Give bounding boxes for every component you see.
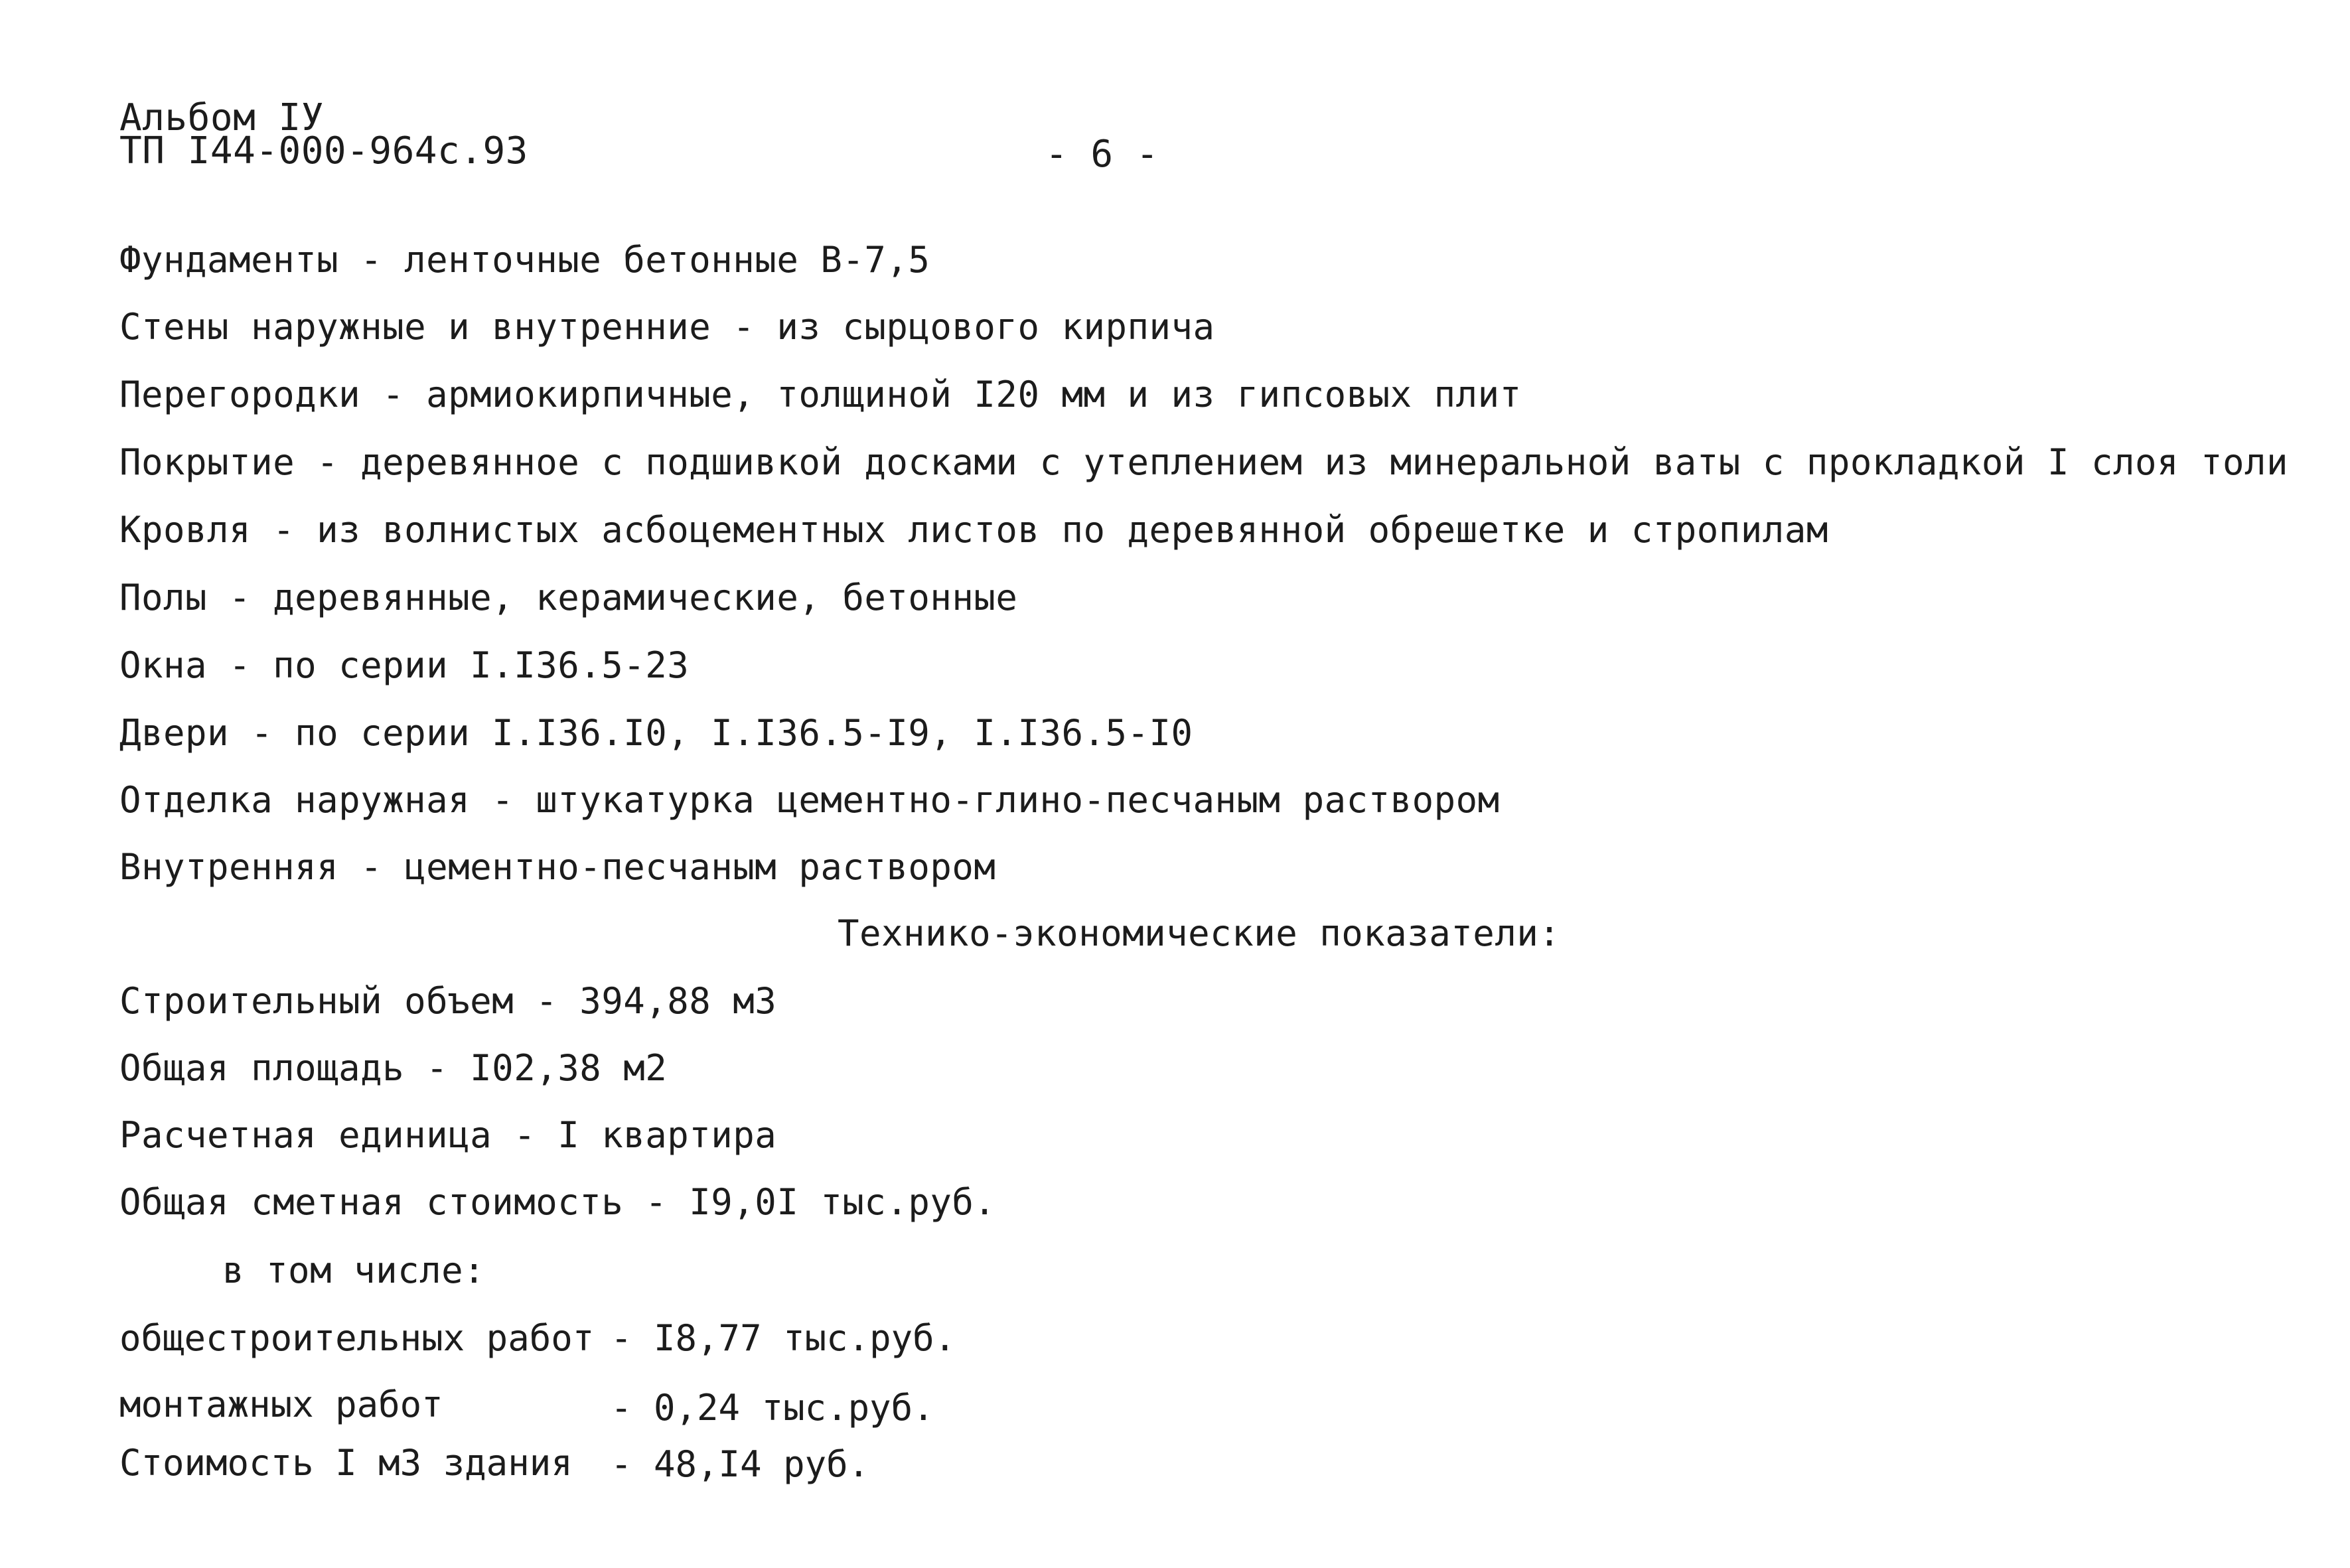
- body-line-partitions: Перегородки - армиокирпичные, толщиной I20 мм и из гипсовых плит: [119, 374, 1522, 415]
- body-line-floors: Полы - деревянные, керамические, бетонные: [119, 577, 1018, 618]
- document-code: ТП I44-000-964с.93: [119, 129, 528, 173]
- body-line-windows: Окна - по серии I.I36.5-23: [119, 644, 690, 686]
- page-number: - 6 -: [1045, 133, 1159, 176]
- indicator-volume: Строительный объем - 394,88 м3: [119, 980, 777, 1022]
- breakdown-value-general: - I8,77 тыс.руб.: [611, 1317, 956, 1359]
- body-line-interior-finish: Внутренняя - цементно-песчаным раствором: [119, 846, 996, 888]
- indicator-area: Общая площадь - I02,38 м2: [119, 1047, 668, 1089]
- breakdown-value-installation: - 0,24 тыс.руб.: [611, 1387, 934, 1429]
- indicators-heading: Технико-экономические показатели:: [838, 912, 1561, 954]
- album-label: Альбом IУ: [119, 96, 324, 139]
- breakdown-label-cost-per-m3: Стоимость I м3 здания: [119, 1442, 573, 1484]
- breakdown-label-general: общестроительных работ: [119, 1317, 595, 1359]
- body-line-foundation: Фундаменты - ленточные бетонные В-7,5: [119, 239, 930, 281]
- body-line-doors: Двери - по серии I.I36.I0, I.I36.5-I9, I.I36.5-I0: [119, 712, 1193, 754]
- body-line-covering: Покрытие - деревянное с подшивкой досками с утеплением из минеральной ваты с прокладкой I слоя толи: [119, 441, 2289, 483]
- breakdown-label-installation: монтажных работ: [119, 1384, 443, 1425]
- including-label: в том числе:: [222, 1249, 486, 1291]
- body-line-roof: Кровля - из волнистых асбоцементных листов по деревянной обрешетке и стропилам: [119, 509, 1828, 551]
- body-line-walls: Стены наружные и внутренние - из сырцового кирпича: [119, 306, 1215, 348]
- body-line-exterior-finish: Отделка наружная - штукатурка цементно-глино-песчаным раствором: [119, 779, 1500, 821]
- indicator-unit: Расчетная единица - I квартира: [119, 1114, 777, 1156]
- breakdown-value-cost-per-m3: - 48,I4 руб.: [611, 1443, 870, 1485]
- indicator-total-cost: Общая сметная стоимость - I9,0I тыс.руб.: [119, 1181, 996, 1223]
